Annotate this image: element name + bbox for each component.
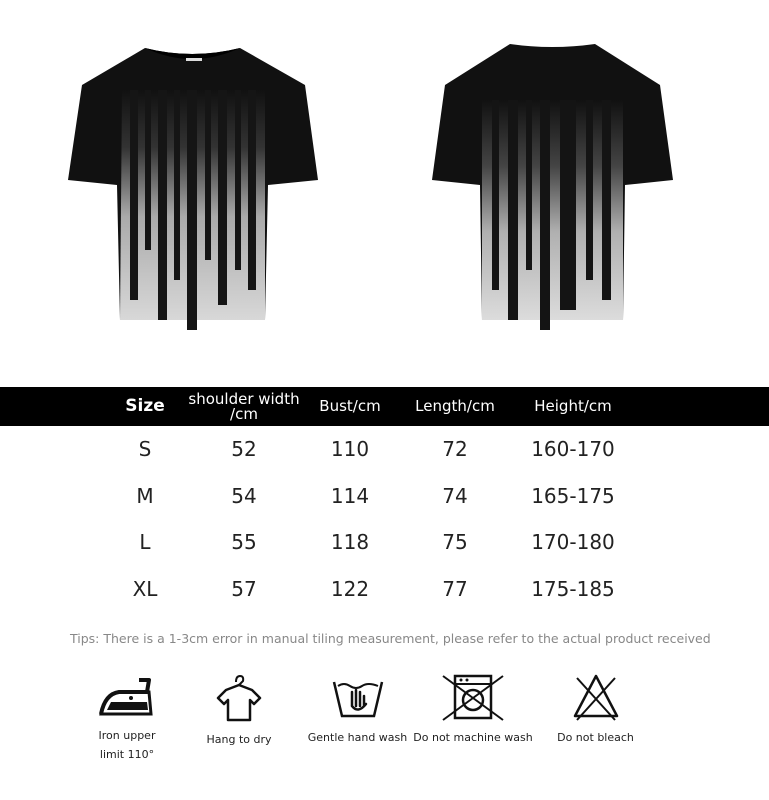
measurement-tip: Tips: There is a 1-3cm error in manual tiling measurement, please refer to the actual product received (70, 631, 711, 646)
care-label-iron-line1: Iron upper (98, 729, 156, 742)
iron-icon (97, 672, 157, 720)
cell-shoulder: 57 (231, 576, 257, 601)
care-item-no-bleach (548, 672, 643, 747)
care-label-hand-wash: Gentle hand wash (307, 731, 408, 744)
header-shoulder-line2: /cm (230, 404, 258, 423)
cell-bust: 114 (330, 483, 370, 508)
cell-size: M (136, 483, 154, 508)
cell-shoulder: 52 (231, 437, 257, 462)
table-row (0, 566, 769, 613)
cell-height: 165-175 (531, 483, 615, 508)
table-row (0, 519, 769, 566)
care-label-hang-dry: Hang to dry (206, 733, 272, 746)
cell-size: S (138, 437, 152, 462)
cell-height: 160-170 (531, 437, 615, 462)
cell-bust: 122 (330, 576, 370, 601)
care-item-no-machine-wash (412, 672, 534, 747)
cell-size: L (139, 530, 151, 555)
header-bust: Bust/cm (319, 397, 381, 415)
care-label-iron-line2: limit 110° (99, 748, 155, 761)
cell-height: 175-185 (531, 576, 615, 601)
cell-bust: 118 (330, 530, 370, 555)
hand-wash-icon (330, 672, 386, 722)
care-label-no-machine-wash: Do not machine wash (413, 731, 533, 744)
cell-length: 75 (442, 530, 468, 555)
header-height: Height/cm (534, 397, 612, 415)
header-size: Size (125, 396, 165, 416)
hanger-shirt-icon (214, 672, 264, 724)
header-length: Length/cm (415, 397, 495, 415)
table-row (0, 426, 769, 473)
cell-height: 170-180 (531, 530, 615, 555)
cell-length: 72 (442, 437, 468, 462)
cell-length: 77 (442, 576, 468, 601)
care-item-iron (88, 672, 166, 764)
tshirt-front-image (60, 30, 325, 330)
table-row (0, 473, 769, 520)
tshirt-back-image (420, 30, 685, 330)
header-shoulder-width (178, 387, 310, 426)
cell-length: 74 (442, 483, 468, 508)
cell-shoulder: 54 (231, 483, 257, 508)
no-machine-wash-icon (441, 672, 505, 722)
care-item-hand-wash (305, 672, 410, 747)
cell-size: XL (132, 576, 158, 601)
size-chart-table (0, 387, 769, 612)
care-item-hang-dry (200, 672, 278, 749)
cell-shoulder: 55 (231, 530, 257, 555)
no-bleach-icon (571, 672, 621, 722)
header-shoulder-line1: shoulder width (188, 389, 300, 408)
cell-bust: 110 (330, 437, 370, 462)
table-header-row (0, 387, 769, 426)
care-label-no-bleach: Do not bleach (557, 731, 634, 744)
